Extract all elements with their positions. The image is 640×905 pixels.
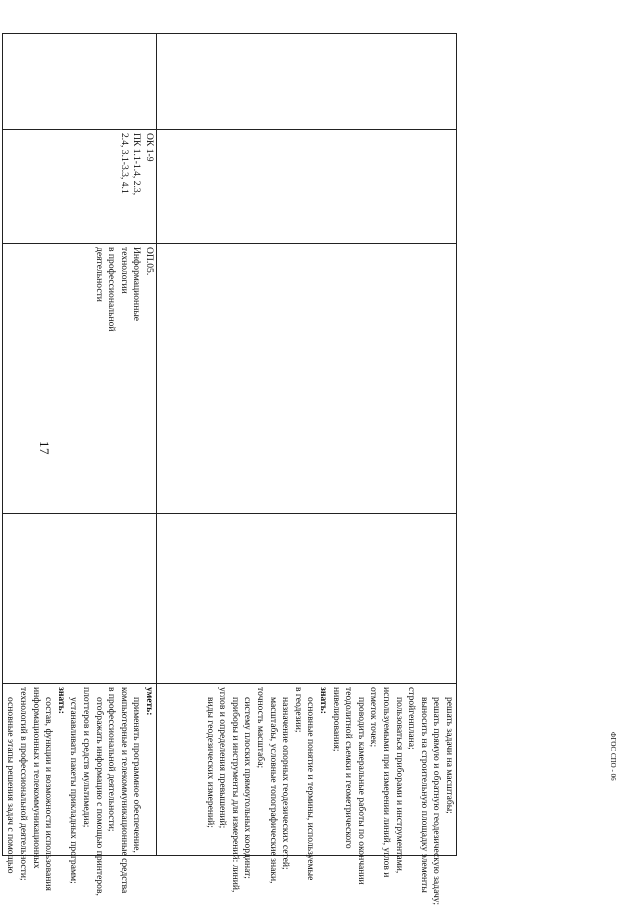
section-heading: уметь: [144,687,155,716]
skill-line: применять программное обеспечение, [131,697,143,853]
discipline-table [2,33,457,905]
row1-discipline-cell [157,244,457,514]
skill-line: назначение опорных геодезических сетей; [280,697,292,870]
row1-code-cell [157,130,457,244]
skill-line: виды геодезических измерений; [204,697,216,828]
skill-line: информационных и телекоммуникационных [30,687,42,869]
skill-line: стройгенплана; [406,687,418,750]
skill-line: в профессиональной деятельности; [106,687,118,832]
skill-line: выносить на строительную площадку элементы [418,697,430,893]
cell-line: ПК 1.1-1.4, 2.3, [131,133,143,196]
skill-line: проводить камеральные работы по окончании [355,697,367,885]
row1-col1-cell [157,34,457,130]
footer-code: ФГОС СПО - 06 [609,732,617,781]
table-row [2,34,156,856]
skill-line: технологий в профессиональной деятельности; [18,687,30,881]
row2-discipline-cell [2,244,156,514]
cell-line: ОП.05. [144,247,155,276]
row2-skills-cell [2,684,156,896]
cell-line: в профессиональной [106,247,118,332]
skill-line: основные понятие и термины, используемые [305,697,317,881]
skill-line: в геодезии; [292,687,304,733]
skill-line: нивелирования; [330,687,342,752]
skill-line: углов и определения превышений; [217,687,229,829]
row1-skills-cell [157,684,457,905]
cell-line: деятельности [93,247,105,302]
section-heading: знать: [318,687,330,714]
cell-line: Информационные [131,247,143,322]
skill-line: компьютерные и телекоммуникационные средства [118,687,130,894]
skill-line: плоттеров и средств мультимедиа; [81,687,93,828]
row2-competency-codes-cell [2,130,156,244]
skill-line: решать прямую и обратную геодезическую задачу; [431,697,443,905]
page-number: 17 [37,441,52,455]
skill-line: решать задачи на масштабы; [444,697,455,814]
skill-line: масштабы, условные топографические знаки, [267,697,279,884]
skill-line: основные этапы решения задач с помощью [5,697,17,874]
section-heading: знать: [55,687,67,714]
skill-line: состав, функции и возможности использования [43,697,55,891]
skill-line: теодолитной съемки и геометрического [343,687,355,849]
row2-col4-cell [2,514,156,684]
cell-line: ОК 1-9 [144,133,155,162]
skill-line: точность масштаба; [255,687,267,769]
skill-line: отметок точек; [368,687,380,748]
skill-line: устанавливать пакеты прикладных программ; [68,697,80,884]
skill-line: используемыми при измерении линий, углов и [381,687,393,878]
cell-line: 2.4, 3.1-3.3, 4.1 [118,133,130,194]
row1-col4-cell [157,514,457,684]
table-row [157,34,457,856]
skill-line: пользоваться приборами и инструментами, [393,697,405,874]
skill-line: приборы и инструменты для измерений: линий, [229,697,241,893]
cell-line: технологии [118,247,130,294]
skill-line: систему плоских прямоугольных координат; [242,697,254,879]
skill-line: отображать информацию с помощью принтеров, [93,697,105,896]
row2-col1-cell [2,34,156,130]
